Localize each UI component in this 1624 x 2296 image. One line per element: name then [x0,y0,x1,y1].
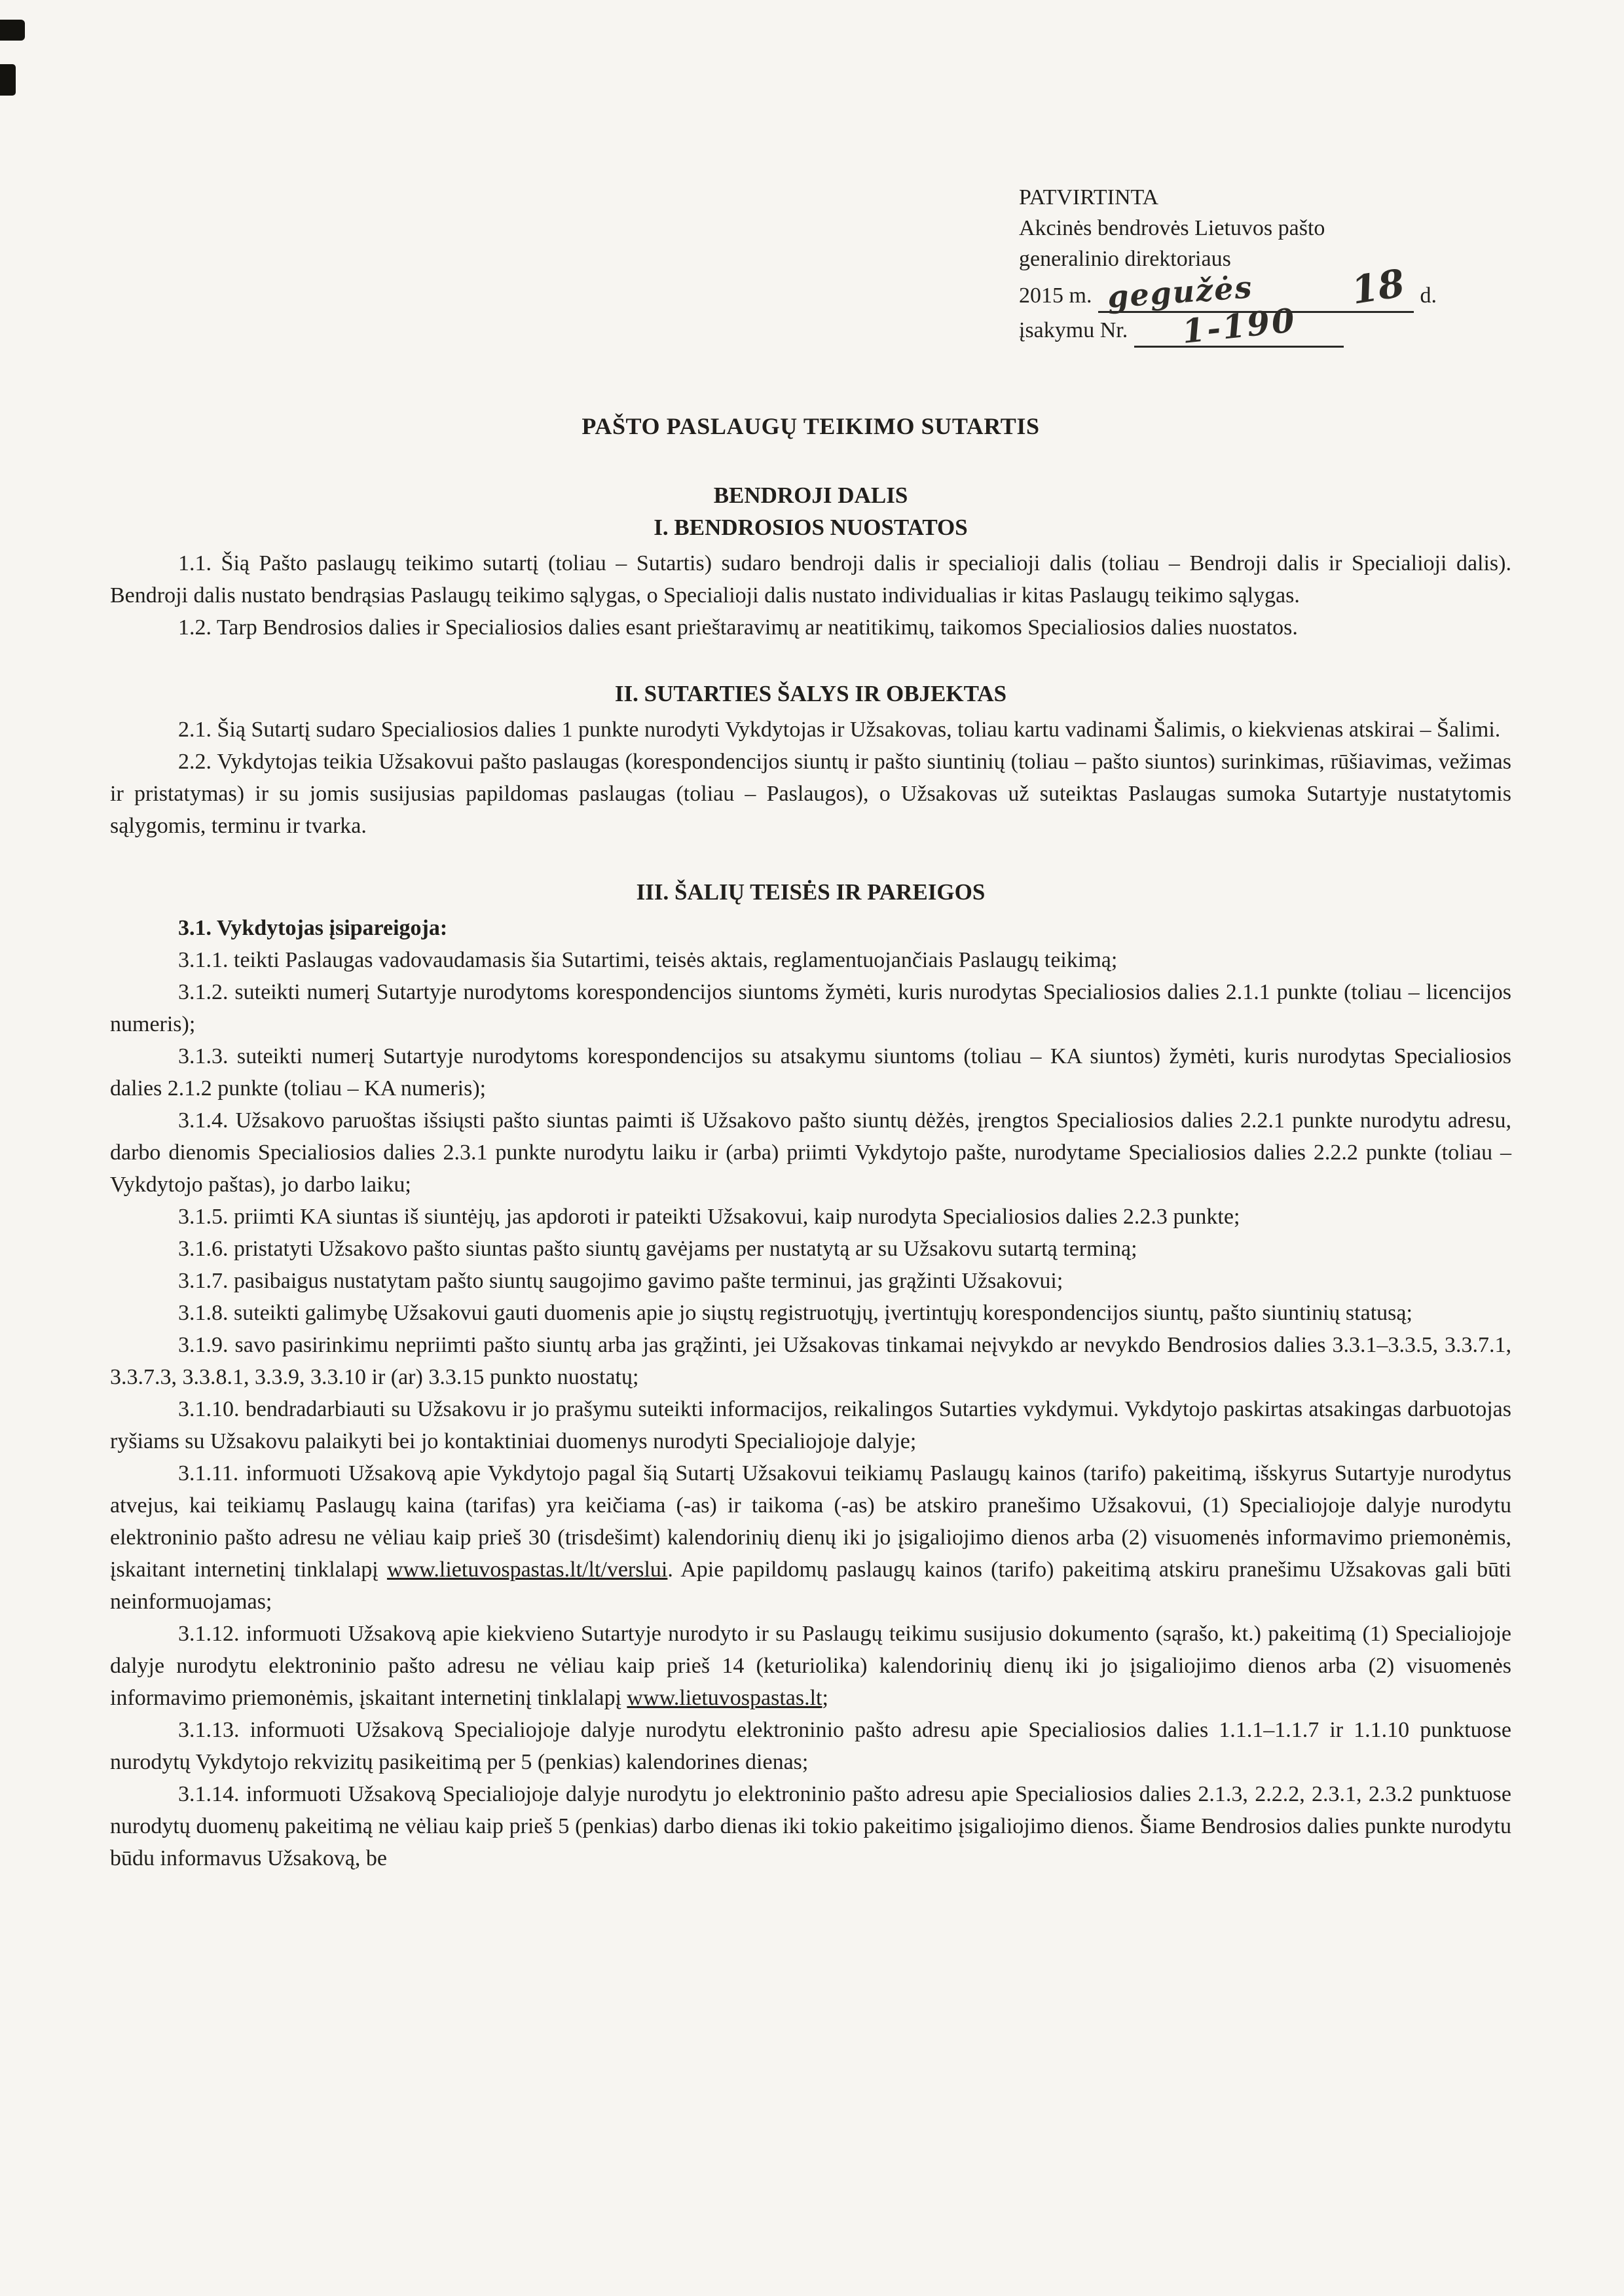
approval-line-patvirtinta: PATVIRTINTA [1019,185,1159,210]
paragraph-3-1-13: 3.1.13. informuoti Užsakovą Specialiojoje dalyje nurodytu elektroninio pašto adresu apie Specialiosios dalies 1.1.1–1.1.7 ir 1.1.10 punktuose nurodytų Vykdytojo rekvizitų pasikeitimą per 5 (penkias) kalendorines dienas; [110,1718,1511,1774]
paragraph-2-1: 2.1. Šią Sutartį sudaro Specialiosios dalies 1 punkte nurodyti Vykdytojas ir Užsakovas, toliau kartu vadinami Šalimis, o kiekvienas atskirai – Šalimi. [178,718,1501,742]
approval-line-director: generalinio direktoriaus [1019,247,1231,271]
paragraph-3-1-10: 3.1.10. bendradarbiauti su Užsakovu ir jo prašymu suteikti informacijos, reikalingos Sutarties vykdymui. Vykdytojo paskirtas atsakingas darbuotojas ryšiams su Užsakovu palaikyti bei jo kontaktiniai duomenys nurodyti Specialiojoje dalyje; [110,1397,1511,1453]
paragraph-3-1-11 [110,1457,1511,1618]
section-2-heading: II. SUTARTIES ŠALYS IR OBJEKTAS [614,681,1007,706]
paragraph-text: 3.1.11. informuoti Užsakovą apie Vykdytojo pagal šią Sutartį Užsakovui teikiamų Paslaugų kainos (tarifo) pakeitimą, išskyrus Sutartyje nurodytus atvejus, kai teikiamų Paslaugų kaina (tarifas) yra keičiama (-as) ir taikoma (-as) be atskiro pranešimo Užsakovui, (1) Specialiojoje dalyje nurodytu elektroninio pašto adresu ne vėliau kaip prieš 30 (trisdešimt) kalendorinių dienų iki jo įsigaliojimo dienos arba (2) visuomenės informavimo priemonėmis, įskaitant internetinį tinklalapį [110,1461,1511,1582]
url-lietuvospastas: www.lietuvospastas.lt [627,1686,822,1710]
paragraph-3-1-9: 3.1.9. savo pasirinkimu nepriimti pašto siuntų arba jas grąžinti, jei Užsakovas tinkamai neįvykdo ar nevykdo Bendrosios dalies 3.3.1–3.3.5, 3.3.7.1, 3.3.7.3, 3.3.8.1, 3.3.9, 3.3.10 ir (ar) 3.3.15 punkto nuostatų; [110,1333,1511,1389]
approval-order-row [1019,301,1530,351]
paragraph-2-2: 2.2. Vykdytojas teikia Užsakovui pašto paslaugas (korespondencijos siuntų ir pašto siuntinių (toliau – pašto siuntos) surinkimas, rūšiavimas, vežimas ir pristatymas) ir su jomis susijusias papildomas paslaugas (toliau – Paslaugos), o Užsakovas už suteiktas Paslaugas sumoka Sutartyje nustatytomis sąlygomis, terminu ir tvarka. [110,750,1511,838]
section-1-heading: I. BENDROSIOS NUOSTATOS [654,515,968,540]
paragraph-3-1-14: 3.1.14. informuoti Užsakovą Specialiojoje dalyje nurodytu jo elektroninio pašto adresu apie Specialiosios dalies 2.1.3, 2.2.2, 2.3.1, 2.3.2 punktuose nurodytų duomenų pakeitimą ne vėliau kaip prieš 5 (penkias) darbo dienas iki tokio pakeitimo įsigaliojimo dienos. Šiame Bendrosios dalies punkte nurodytu būdu informavus Užsakovą, be [110,1782,1511,1870]
paragraph-3-1-2: 3.1.2. suteikti numerį Sutartyje nurodytoms korespondencijos siuntoms žymėti, kuris nurodytas Specialiosios dalies 2.1.1 punkte (toliau – licencijos numeris); [110,980,1511,1036]
paragraph-3-1-6: 3.1.6. pristatyti Užsakovo pašto siuntas pašto siuntų gavėjams per nustatytą ar su Užsakovu sutartą terminą; [178,1237,1137,1261]
paragraph-3-1-3: 3.1.3. suteikti numerį Sutartyje nurodytoms korespondencijos su atsakymu siuntoms (toliau – KA siuntos) žymėti, kuris nurodytas Specialiosios dalies 2.1.2 punkte (toliau – KA numeris); [110,1044,1511,1101]
paragraph-text: . Apie papildomų paslaugų kainos (tarifo) pakeitimą atskiru pranešimu Užsakovas gali būti neinformuojamas; [110,1558,1511,1614]
scan-artifact [0,64,16,96]
paragraph-3-1: 3.1. Vykdytojas įsipareigoja: [178,916,448,940]
paragraph-3-1-12 [110,1618,1511,1714]
handwritten-day: 18 [1348,261,1408,313]
order-underline [1134,301,1344,351]
paragraph-3-1-7: 3.1.7. pasibaigus nustatytam pašto siuntų saugojimo gavimo pašte terminui, jas grąžinti Užsakovui; [178,1269,1063,1293]
paragraph-3-1-5: 3.1.5. priimti KA siuntas iš siuntėjų, jas apdoroti ir pateikti Užsakovui, kaip nurodyta Specialiosios dalies 2.2.3 punkte; [178,1205,1240,1229]
part-heading: BENDROJI DALIS [713,483,908,508]
handwritten-month: gegužės [1106,269,1255,315]
approval-date-prefix: 2015 m. [1019,283,1092,308]
approval-date-suffix: d. [1420,283,1437,308]
url-lietuvospastas-verslui: www.lietuvospastas.lt/lt/verslui [386,1558,668,1582]
paragraph-3-1-4: 3.1.4. Užsakovo paruoštas išsiųsti pašto siuntas paimti iš Užsakovo pašto siuntų dėžės, įrengtos Specialiosios dalies 2.2.1 punkte nurodytu adresu, darbo dienomis Specialiosios dalies 2.3.1 punkte nurodytu laiku ir (arba) priimti Vykdytojo pašte, nurodytame Specialiosios dalies 2.2.2 punkte (toliau – Vykdytojo paštas), jo darbo laiku; [110,1108,1511,1197]
handwritten-order-number: 1-190 [1180,301,1299,351]
paragraph-3-1-1: 3.1.1. teikti Paslaugas vadovaudamasis šia Sutartimi, teisės aktais, reglamentuojančiais Paslaugų teikimą; [178,948,1118,972]
paragraph-text: 3.1.12. informuoti Užsakovą apie kiekvieno Sutartyje nurodyto ir su Paslaugų teikimu susijusio dokumento (sąrašo, kt.) pakeitimą (1) Specialiojoje dalyje nurodytu elektroninio pašto adresu ne vėliau kaip prieš 14 (keturiolika) kalendorinių dienų iki jo įsigaliojimo dienos arba (2) visuomenės informavimo priemonėmis, įskaitant internetinį tinklalapį [110,1622,1511,1710]
approval-line-company: Akcinės bendrovės Lietuvos pašto [1019,216,1325,240]
document-title: PAŠTO PASLAUGŲ TEIKIMO SUTARTIS [581,413,1040,439]
paragraph-text: ; [822,1686,828,1710]
approval-order-prefix: įsakymu Nr. [1019,318,1128,342]
scan-artifact [0,20,25,41]
section-3-heading: III. ŠALIŲ TEISĖS IR PAREIGOS [636,879,986,905]
paragraph-3-1-8: 3.1.8. suteikti galimybę Užsakovui gauti duomenis apie jo siųstų registruotųjų, įvertintųjų korespondencijos siuntų, pašto siuntinių statusą; [178,1301,1412,1325]
paragraph-1-2: 1.2. Tarp Bendrosios dalies ir Specialiosios dalies esant prieštaravimų ar neatitikimų, taikomos Specialiosios dalies nuostatos. [178,615,1298,640]
paragraph-1-1: 1.1. Šią Pašto paslaugų teikimo sutartį (toliau – Sutartis) sudaro bendroji dalis ir specialioji dalis (toliau – Bendroji dalis ir Specialioji dalis). Bendroji dalis nustato bendrąsias Paslaugų teikimo sąlygas, o Specialioji dalis nustato individualias ir kitas Paslaugų teikimo sąlygas. [110,551,1511,608]
approval-block [1019,182,1530,351]
